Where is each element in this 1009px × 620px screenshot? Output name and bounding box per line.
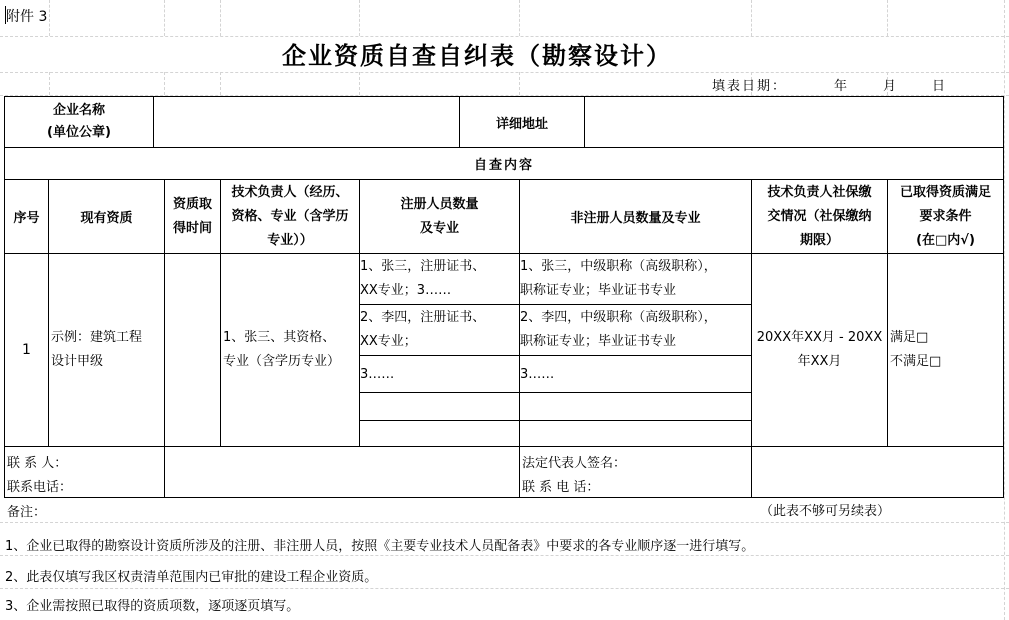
row-social-line1: 20XX年XX月 - 20XX (756, 330, 883, 345)
note-3: 3、企业需按照已取得的资质项数，逐项逐页填写。 (5, 599, 300, 614)
non-registered-entry-2-line2: 职称证专业；毕业证书专业 (520, 334, 677, 349)
header-meet-requirements (888, 180, 1003, 253)
header-obtain-time-line2: 得时间 (172, 220, 212, 236)
fill-date-label: 填表日期： (712, 79, 788, 94)
continue-note: （此表不够可另续表） (760, 504, 891, 519)
non-registered-entry-1-line2: 职称证专业；毕业证书专业 (520, 283, 677, 298)
address-label: 详细地址 (495, 116, 548, 132)
legal-rep-field[interactable] (752, 447, 1003, 497)
company-name-field[interactable] (154, 97, 459, 147)
header-obtain-time (165, 180, 220, 253)
header-meet-line2: 要求条件 (919, 208, 972, 224)
registered-entry-3[interactable]: 3…… (360, 366, 395, 382)
header-seq: 序号 (13, 211, 40, 226)
meet-yes-checkbox[interactable]: 满足□ (890, 330, 929, 345)
row-qualification[interactable] (49, 254, 164, 446)
company-name-label (5, 97, 153, 147)
registered-entry-1-line1: 1、张三，注册证书、 (360, 259, 486, 274)
non-registered-entry-3[interactable]: 3…… (520, 366, 555, 382)
fill-date-month: 月 (883, 79, 897, 94)
non-registered-entry-1-line1: 1、张三，中级职称（高级职称）， (520, 259, 717, 274)
attachment-label: 附件 3 (6, 9, 48, 25)
registered-entry-2-line1: 2、李四，注册证书、 (360, 310, 486, 325)
page-title: 企业资质自查自纠表（勘察设计） (282, 42, 672, 70)
header-obtain-time-line1: 资质取 (172, 196, 212, 212)
header-registered-line2: 及专业 (419, 220, 459, 236)
header-social-line2: 交情况（社保缴纳 (767, 208, 872, 224)
fill-date-day: 日 (932, 79, 946, 94)
registered-entry-2[interactable] (360, 305, 519, 355)
company-name-label-line1: 企业名称 (52, 103, 105, 118)
non-registered-entry-1[interactable] (520, 254, 751, 304)
cell-cursor (5, 6, 6, 24)
row-tech-lead[interactable] (221, 254, 359, 446)
row-seq: 1 (22, 342, 31, 358)
non-registered-entry-2-line1: 2、李四，中级职称（高级职称）， (520, 310, 717, 325)
header-social-line1: 技术负责人社保缴 (767, 184, 872, 200)
contact-person-field[interactable] (165, 447, 519, 497)
header-qualification: 现有资质 (80, 211, 133, 226)
fill-date-year: 年 (834, 79, 848, 94)
header-registered-line1: 注册人员数量 (400, 196, 479, 212)
registered-entry-1[interactable] (360, 254, 519, 304)
header-tech-lead (221, 180, 359, 253)
header-non-registered: 非注册人员数量及专业 (570, 211, 701, 226)
header-social-line3: 期限） (799, 232, 839, 248)
row-social-line2: 年XX月 (797, 354, 842, 369)
row-tech-lead-line2: 专业（含学历专业） (223, 354, 341, 369)
row-qualification-line1: 示例：建筑工程 (51, 330, 143, 345)
row-meet-requirements (888, 254, 1003, 446)
registered-entry-2-line2: XX专业； (360, 334, 417, 349)
header-meet-line3: (在□内√) (916, 232, 975, 248)
registered-entry-1-line2: XX专业；3…… (360, 283, 452, 298)
contact-phone-label: 联系电话： (7, 480, 73, 495)
legal-rep-signature-label: 法定代表人签名： (522, 456, 627, 471)
header-tech-lead-line1: 技术负责人（经历、 (231, 184, 349, 200)
row-social-security[interactable] (752, 254, 887, 446)
row-obtain-time[interactable] (165, 254, 220, 446)
note-1: 1、企业已取得的勘察设计资质所涉及的注册、非注册人员，按照《主要专业技术人员配备表》中要求的各专业顺序逐一进行填写。 (5, 539, 755, 554)
row-tech-lead-line1: 1、张三、其资格、 (223, 330, 336, 345)
section-title: 自查内容 (473, 158, 534, 173)
registered-entry-5[interactable] (360, 421, 519, 446)
non-registered-entry-5[interactable] (520, 421, 751, 446)
registered-entry-4[interactable] (360, 393, 519, 420)
header-tech-lead-line2: 资格、专业（含学历 (231, 208, 349, 224)
company-name-label-line2: (单位公章) (47, 125, 111, 140)
header-tech-lead-line3: 专业）） (267, 232, 313, 248)
note-2: 2、此表仅填写我区权责清单范围内已审批的建设工程企业资质。 (5, 570, 378, 585)
meet-no-checkbox[interactable]: 不满足□ (890, 354, 942, 369)
header-meet-line1: 已取得资质满足 (899, 184, 991, 200)
non-registered-entry-4[interactable] (520, 393, 751, 420)
non-registered-entry-2[interactable] (520, 305, 751, 355)
header-registered (360, 180, 519, 253)
contact-person-label: 联 系 人： (7, 456, 68, 471)
remark-label: 备注： (7, 505, 47, 520)
header-social-security (752, 180, 887, 253)
address-field[interactable] (585, 97, 1003, 147)
row-qualification-line2: 设计甲级 (51, 354, 104, 369)
legal-rep-phone-label: 联 系 电 话： (522, 480, 600, 495)
